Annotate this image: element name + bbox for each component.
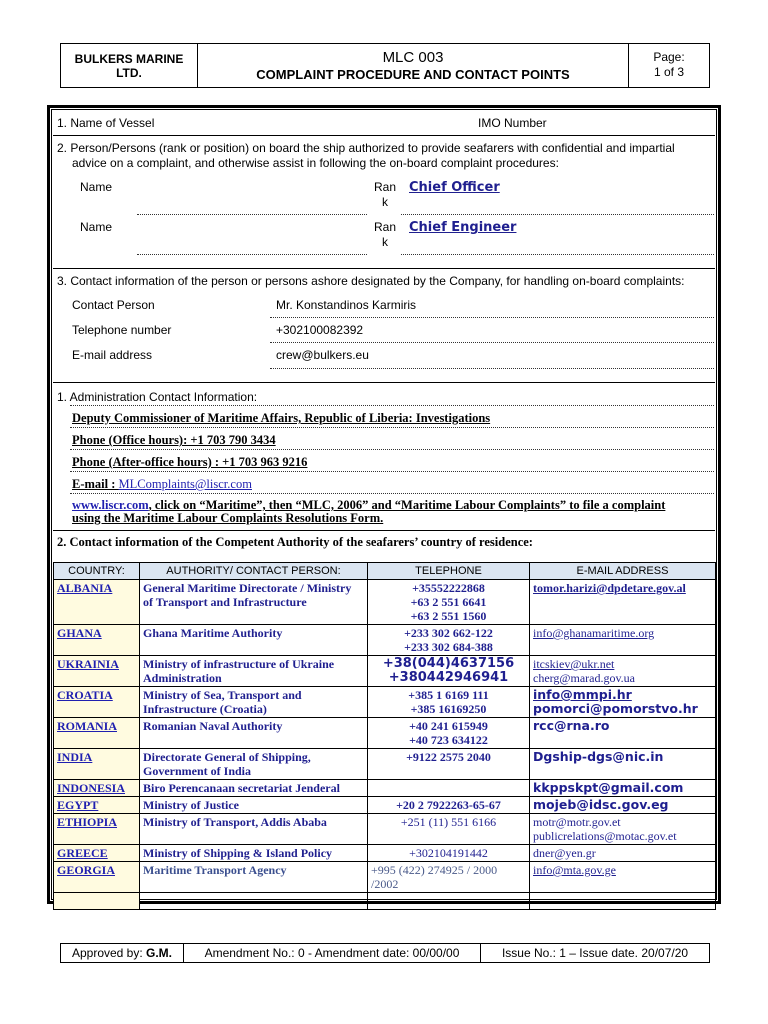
rank-label-2: Ran k — [374, 220, 397, 249]
country-link[interactable]: GEORGIA — [57, 863, 116, 877]
table-row — [54, 797, 716, 814]
divider-dotted — [70, 449, 714, 450]
company-name: BULKERS MARINE LTD. — [61, 44, 198, 87]
email-cell — [530, 656, 716, 687]
telephone-cell: +302104191442 — [368, 845, 530, 862]
country-link[interactable]: GHANA — [57, 626, 102, 640]
page-label: Page: — [653, 50, 685, 64]
competent-authority-table — [53, 562, 716, 910]
name-label-1: Name — [80, 180, 113, 194]
country-link[interactable]: UKRAINIA — [57, 657, 120, 671]
country-link[interactable]: ROMANIA — [57, 719, 117, 733]
telephone-label: Telephone number — [72, 323, 172, 337]
name-field-2[interactable] — [137, 254, 367, 255]
table-header-row — [54, 563, 716, 580]
divider — [53, 268, 715, 269]
country-link[interactable]: INDONESIA — [57, 781, 126, 795]
authority-cell: Romanian Naval Authority — [140, 718, 368, 749]
email-address[interactable]: pomorci@pomorstvo.hr — [533, 701, 698, 716]
country-link[interactable]: GREECE — [57, 846, 108, 860]
contact-person-label: Contact Person — [72, 298, 155, 312]
email-address[interactable]: itcskiev@ukr.net — [533, 657, 615, 671]
column-header-email: E-MAIL ADDRESS — [530, 563, 716, 580]
rank-field-2[interactable] — [401, 254, 714, 255]
divider-dotted — [70, 405, 714, 406]
competent-authority-heading: 2. Contact information of the Competent Authority of the seafarers’ country of residence: — [57, 535, 533, 549]
column-header-authority: AUTHORITY/ CONTACT PERSON: — [140, 563, 368, 580]
document-title-block — [198, 44, 629, 87]
email-address[interactable]: info@ghanamaritime.org — [533, 626, 655, 640]
authority-cell: Ministry of infrastructure of Ukraine Administration — [140, 656, 368, 687]
contact-person-field — [270, 317, 714, 318]
admin-email-link[interactable]: MLComplaints@liscr.com — [118, 477, 252, 491]
admin-line-1: Deputy Commissioner of Maritime Affairs, Republic of Liberia: Investigations — [72, 411, 491, 425]
telephone-cell: +251 (11) 551 6166 — [368, 814, 530, 845]
name-label-2: Name — [80, 220, 113, 234]
email-cell — [530, 814, 716, 845]
telephone-cell: +385 1 6169 111 +385 16169250 — [368, 687, 530, 718]
authority-cell: General Maritime Directorate / Ministry of Transport and Infrastructure — [140, 580, 368, 625]
telephone-value: +302100082392 — [276, 323, 364, 337]
email-cell — [530, 687, 716, 718]
email-address[interactable]: kkppskpt@gmail.com — [533, 780, 684, 795]
email-field — [270, 368, 714, 369]
rank-label-1: Ran k — [374, 180, 397, 209]
country-link[interactable]: ETHIOPIA — [57, 815, 118, 829]
table-row — [54, 625, 716, 656]
email-cell — [530, 797, 716, 814]
email-address[interactable]: publicrelations@motac.gov.et — [533, 829, 677, 843]
administration-heading: 1. Administration Contact Information: — [57, 390, 258, 404]
email-address[interactable]: mojeb@idsc.gov.eg — [533, 797, 669, 812]
telephone-cell: +38(044)4637156 +380442946941 — [368, 656, 530, 687]
email-cell — [530, 749, 716, 780]
email-cell — [530, 862, 716, 893]
page-indicator — [629, 44, 709, 87]
admin-line-2: Phone (Office hours): +1 703 790 3434 — [72, 433, 276, 447]
amendment-info: Amendment No.: 0 - Amendment date: 00/00/00 — [184, 944, 481, 962]
telephone-field — [270, 342, 714, 343]
email-cell — [530, 625, 716, 656]
country-link[interactable]: INDIA — [57, 750, 93, 764]
table-row — [54, 718, 716, 749]
divider — [53, 135, 715, 136]
email-address[interactable]: Dgship-dgs@nic.in — [533, 749, 664, 764]
imo-number-label: IMO Number — [478, 116, 547, 130]
email-address[interactable]: dner@yen.gr — [533, 846, 596, 860]
email-address[interactable]: info@mmpi.hr — [533, 687, 632, 702]
column-header-country: COUNTRY: — [54, 563, 140, 580]
table-row — [54, 749, 716, 780]
email-address[interactable]: rcc@rna.ro — [533, 718, 610, 733]
telephone-cell: +9122 2575 2040 — [368, 749, 530, 780]
telephone-cell: +233 302 662-122 +233 302 684-388 — [368, 625, 530, 656]
document-header — [60, 43, 710, 88]
authority-cell: Ministry of Justice — [140, 797, 368, 814]
email-cell — [530, 780, 716, 797]
email-cell — [530, 718, 716, 749]
admin-email-line: E-mail : MLComplaints@liscr.com — [72, 477, 252, 491]
divider-dotted — [70, 471, 714, 472]
email-value: crew@bulkers.eu — [276, 348, 369, 362]
country-link[interactable]: ALBANIA — [57, 581, 113, 595]
telephone-cell: +40 241 615949 +40 723 634122 — [368, 718, 530, 749]
admin-web-text: www.liscr.com, click on “Maritime”, then “MLC, 2006” and “Maritime Labour Complaints” to file a complaint using the Maritime Labour Complaints Resolutions Form. — [72, 498, 666, 525]
rank-value-2: Chief Engineer — [409, 220, 517, 235]
telephone-cell: +35552222868 +63 2 551 6641 +63 2 551 1560 — [368, 580, 530, 625]
email-cell — [530, 845, 716, 862]
table-row-empty — [54, 893, 716, 910]
admin-line-3: Phone (After-office hours) : +1 703 963 9216 — [72, 455, 308, 469]
onboard-persons-text-2: advice on a complaint, and otherwise assist in following the on-board complaint procedures: — [72, 156, 559, 170]
divider — [53, 530, 715, 531]
table-row — [54, 845, 716, 862]
telephone-cell: +995 (422) 274925 / 2000 /2002 — [368, 862, 530, 893]
authority-cell: Ministry of Sea, Transport and Infrastructure (Croatia) — [140, 687, 368, 718]
country-link[interactable]: CROATIA — [57, 688, 113, 702]
authority-cell: Maritime Transport Agency — [140, 862, 368, 893]
email-address[interactable]: cherg@marad.gov.ua — [533, 671, 636, 685]
divider-dotted — [70, 427, 714, 428]
table-row — [54, 862, 716, 893]
page-value: 1 of 3 — [653, 65, 685, 79]
table-row — [54, 580, 716, 625]
authority-cell: Ministry of Shipping & Island Policy — [140, 845, 368, 862]
issue-info: Issue No.: 1 – Issue date. 20/07/20 — [501, 946, 689, 960]
telephone-cell: +20 2 7922263-65-67 — [368, 797, 530, 814]
table-row — [54, 814, 716, 845]
ashore-contact-text: 3. Contact information of the person or persons ashore designated by the Company, for handling on-board complaints: — [57, 274, 685, 288]
column-header-telephone: TELEPHONE — [368, 563, 530, 580]
approved-by: Approved by: G.M. — [61, 944, 184, 962]
rank-field-1[interactable] — [401, 214, 714, 215]
email-cell — [530, 580, 716, 625]
email-address[interactable]: info@mta.gov.ge — [533, 863, 616, 877]
contact-person-value: Mr. Konstandinos Karmiris — [276, 298, 417, 312]
table-row — [54, 687, 716, 718]
vessel-name-label: 1. Name of Vessel — [57, 116, 155, 130]
email-address[interactable]: motr@motr.gov.et — [533, 815, 621, 829]
divider-dotted — [70, 493, 714, 494]
document-code: MLC 003 — [382, 49, 444, 66]
table-row — [54, 656, 716, 687]
authority-cell: Directorate General of Shipping, Government of India — [140, 749, 368, 780]
authority-cell: Ministry of Transport, Addis Ababa — [140, 814, 368, 845]
divider — [53, 382, 715, 383]
rank-value-1: Chief Officer — [409, 180, 500, 195]
document-title: COMPLAINT PROCEDURE AND CONTACT POINTS — [256, 67, 570, 82]
name-field-1[interactable] — [137, 214, 367, 215]
document-footer — [60, 943, 710, 963]
email-address[interactable]: tomor.harizi@dpdetare.gov.al — [533, 581, 686, 595]
authority-cell: Ghana Maritime Authority — [140, 625, 368, 656]
country-link[interactable]: EGYPT — [57, 798, 99, 812]
telephone-cell — [368, 780, 530, 797]
authority-cell: Biro Perencanaan secretariat Jenderal — [140, 780, 368, 797]
email-label: E-mail address — [72, 348, 153, 362]
table-row — [54, 780, 716, 797]
onboard-persons-text-1: 2. Person/Persons (rank or position) on board the ship authorized to provide seafarers with confidential and impartial — [57, 141, 675, 155]
liscr-web-link[interactable]: www.liscr.com — [72, 498, 149, 512]
